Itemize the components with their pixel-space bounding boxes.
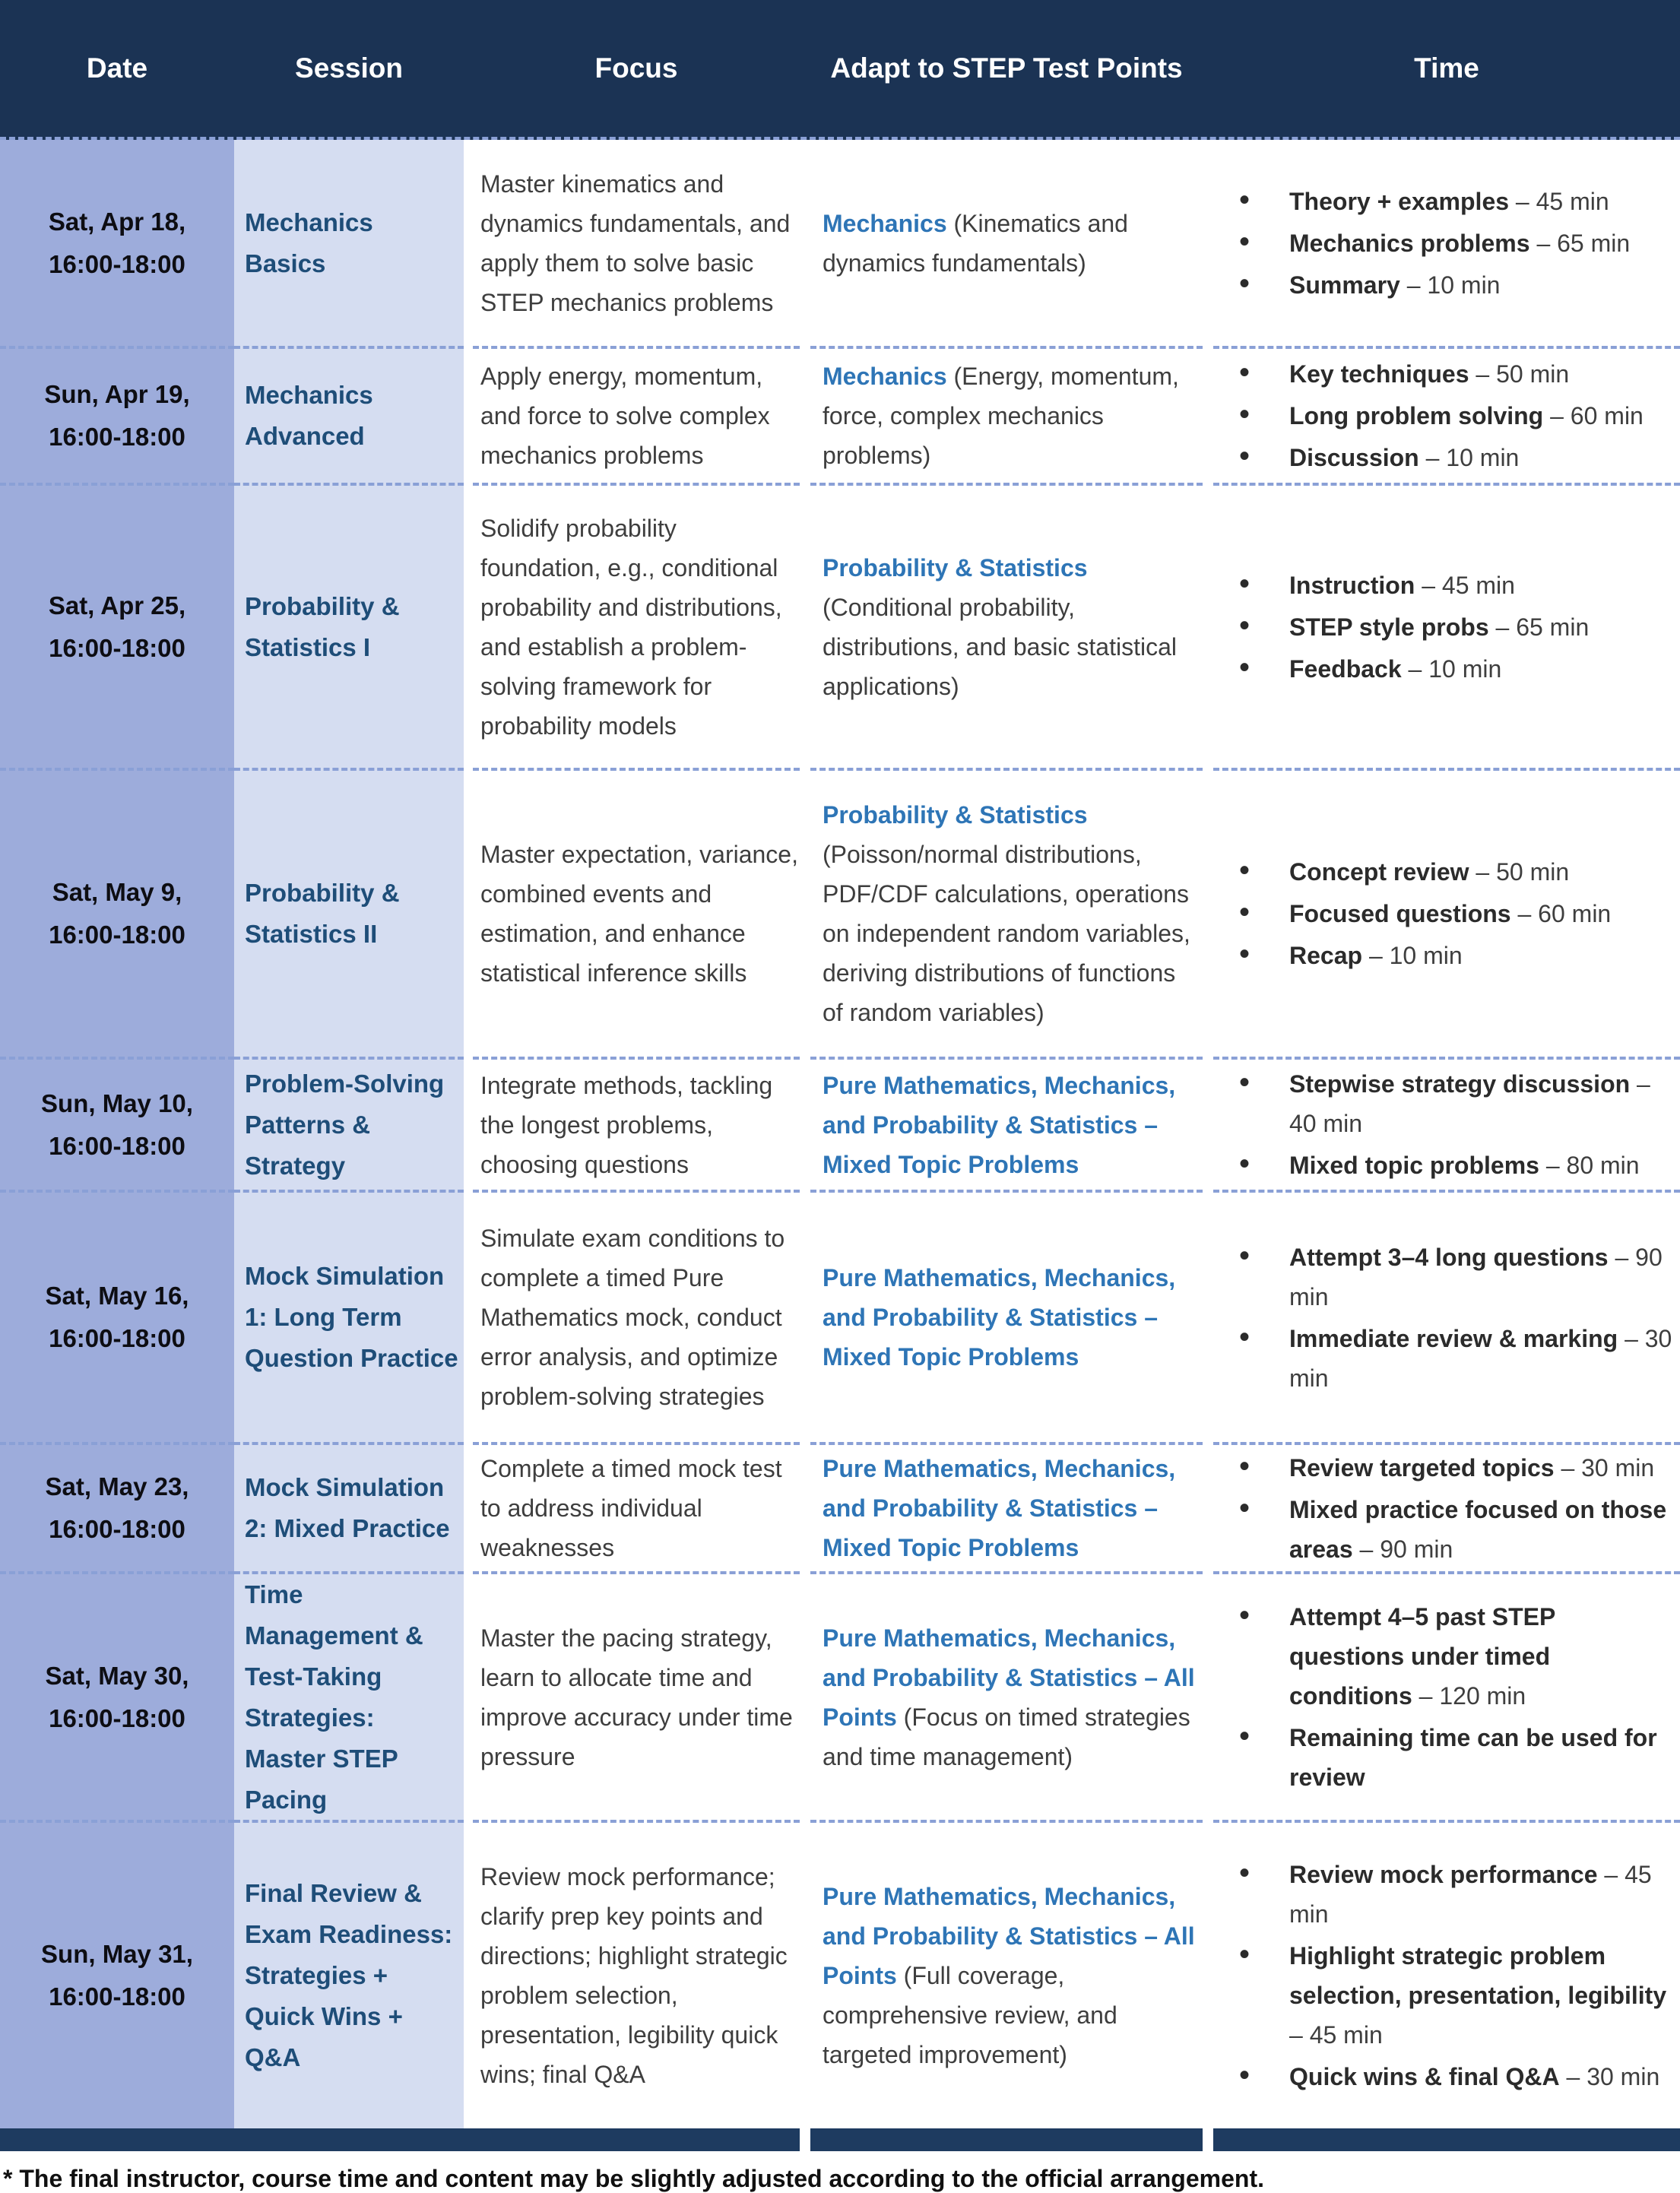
focus-text: Apply energy, momentum, and force to solve complex mechanics problems [480, 363, 770, 469]
step-topic-accent: Pure Mathematics, Mechanics, and Probability & Statistics – All Points [823, 1883, 1195, 1989]
time-activity-label: Mechanics problems [1289, 229, 1530, 257]
step-points-cell [810, 1445, 1203, 1574]
focus-text: Master kinematics and dynamics fundamentals, and apply them to solve basic STEP mechanics problems [480, 170, 791, 316]
time-list [1213, 1062, 1674, 1187]
column-gutter [1203, 486, 1213, 771]
time-activity-label: Summary [1289, 271, 1400, 299]
focus-text: Master the pacing strategy, learn to allocate time and improve accuracy under time pressure [480, 1624, 793, 1770]
session-cell [234, 1574, 464, 1823]
date-text: 16:00-18:00 [49, 1982, 185, 2011]
time-activity-label: Immediate review & marking [1289, 1324, 1618, 1352]
table-row [0, 140, 1680, 349]
focus-cell [473, 1060, 800, 1193]
column-gutter [464, 486, 473, 771]
time-cell [1213, 1060, 1680, 1193]
time-bullet-item [1213, 2057, 1674, 2096]
column-gutter [464, 1445, 473, 1574]
table-header-row [0, 0, 1680, 140]
bottom-bar-segment [1213, 2128, 1680, 2151]
time-cell [1213, 1445, 1680, 1574]
date-text: 16:00-18:00 [49, 423, 185, 451]
time-list [1213, 1852, 1674, 2099]
date-text: 16:00-18:00 [49, 1703, 185, 1732]
time-duration: – 65 min [1488, 613, 1590, 641]
table-row [0, 1445, 1680, 1574]
time-duration: – 90 min [1352, 1535, 1453, 1563]
focus-text: Integrate methods, tackling the longest problems, choosing questions [480, 1071, 773, 1178]
time-cell [1213, 1574, 1680, 1823]
column-gutter [1203, 0, 1213, 137]
time-bullet-item [1213, 1448, 1674, 1488]
date-cell [0, 140, 234, 349]
time-activity-label: Attempt 4–5 past STEP questions under timed conditions [1289, 1603, 1555, 1710]
footnote-area [0, 2151, 1680, 2193]
table-body [0, 140, 1680, 2128]
focus-cell [473, 486, 800, 771]
column-gutter [800, 349, 810, 486]
time-duration: – 10 min [1418, 444, 1520, 471]
focus-cell [473, 1193, 800, 1445]
header-cell-session: Session [295, 52, 403, 84]
time-bullet-item [1213, 936, 1674, 975]
step-topic-accent: Mechanics [823, 363, 947, 390]
focus-text: Review mock performance; clarify prep key points and directions; highlight strategic problem selection, presentation, legibility quick wins; final Q&A [480, 1863, 788, 2088]
column-gutter [1203, 771, 1213, 1060]
time-duration: – 40 min [1289, 1070, 1650, 1137]
step-topic-accent: Pure Mathematics, Mechanics, and Probability & Statistics – Mixed Topic Problems [823, 1264, 1176, 1371]
time-duration: – 80 min [1539, 1152, 1640, 1179]
time-bullet-item [1213, 1319, 1674, 1398]
column-gutter [800, 0, 810, 137]
header-cell-focus: Focus [594, 52, 678, 84]
time-activity-label: Review mock performance [1289, 1861, 1598, 1888]
step-topic-accent: Pure Mathematics, Mechanics, and Probability & Statistics – All Points [823, 1624, 1195, 1731]
column-gutter [800, 1823, 810, 2128]
time-list [1213, 850, 1674, 978]
time-activity-label: Theory + examples [1289, 187, 1510, 215]
date-text: Sat, May 30, [45, 1661, 189, 1690]
time-bullet-item [1213, 566, 1674, 605]
time-activity-label: Remaining time can be used for review [1289, 1724, 1657, 1791]
time-duration: – 60 min [1543, 402, 1644, 429]
header-cell-step-points: Adapt to STEP Test Points [830, 52, 1183, 84]
step-topic-detail: (Full coverage, comprehensive review, and targeted improvement) [823, 1962, 1117, 2068]
time-duration: – 50 min [1469, 858, 1570, 886]
column-gutter [1203, 140, 1213, 349]
step-points-cell [810, 140, 1203, 349]
date-text: Sat, May 23, [45, 1472, 189, 1501]
time-list [1213, 179, 1674, 307]
step-points-cell [810, 771, 1203, 1060]
time-cell [1213, 1823, 1680, 2128]
session-title: Problem-Solving Patterns & Strategy [245, 1069, 445, 1180]
table-row [0, 349, 1680, 486]
date-cell [0, 771, 234, 1060]
time-duration: – 10 min [1362, 942, 1463, 969]
step-points-cell [810, 1193, 1203, 1445]
step-topic-accent: Mechanics [823, 209, 947, 237]
time-bullet-item [1213, 894, 1674, 933]
step-points-cell [810, 1060, 1203, 1193]
table-row [0, 1574, 1680, 1823]
column-gutter [1203, 1060, 1213, 1193]
focus-text: Master expectation, variance, combined events and estimation, and enhance statistical inference skills [480, 841, 798, 987]
time-cell [1213, 486, 1680, 771]
column-gutter [800, 486, 810, 771]
step-topic-detail: (Focus on timed strategies and time management) [823, 1703, 1190, 1770]
date-cell [0, 1574, 234, 1823]
session-title: Final Review & Exam Readiness: Strategies + Quick Wins + Q&A [245, 1879, 453, 2071]
date-cell [0, 349, 234, 486]
date-text: 16:00-18:00 [49, 249, 185, 278]
date-text: Sat, Apr 18, [48, 207, 186, 236]
session-cell [234, 140, 464, 349]
time-duration: – 45 min [1289, 1861, 1652, 1928]
column-gutter [464, 1060, 473, 1193]
column-gutter [800, 1445, 810, 1574]
column-gutter [464, 140, 473, 349]
step-points-cell [810, 349, 1203, 486]
step-topic-accent: Probability & Statistics [823, 801, 1088, 829]
time-activity-label: Recap [1289, 942, 1363, 969]
column-gutter [800, 771, 810, 1060]
time-bullet-item [1213, 1597, 1674, 1716]
focus-cell [473, 1823, 800, 2128]
step-points-text [823, 795, 1197, 1032]
time-cell [1213, 771, 1680, 1060]
time-duration: – 45 min [1509, 187, 1609, 215]
focus-cell [473, 349, 800, 486]
step-points-cell [810, 486, 1203, 771]
time-duration: – 10 min [1401, 654, 1502, 683]
time-activity-label: Instruction [1289, 571, 1415, 599]
table-row [0, 486, 1680, 771]
date-text: Sun, May 10, [41, 1089, 193, 1117]
time-activity-label: Review targeted topics [1289, 1453, 1555, 1482]
focus-text: Solidify probability foundation, e.g., conditional probability and distributions, and establish a problem-solving framework for probability models [480, 514, 782, 740]
time-cell [1213, 349, 1680, 486]
session-cell [234, 1445, 464, 1574]
session-cell [234, 349, 464, 486]
time-list [1213, 1595, 1674, 1799]
session-title: Probability & Statistics II [245, 879, 400, 948]
step-points-text [823, 548, 1197, 706]
time-duration: – 60 min [1510, 900, 1612, 927]
column-gutter [800, 1193, 810, 1445]
date-text: Sun, May 31, [41, 1940, 193, 1968]
column-gutter [464, 1823, 473, 2128]
time-bullet-item [1213, 1490, 1674, 1569]
column-gutter [800, 2128, 810, 2151]
step-points-text [823, 1066, 1197, 1184]
step-points-cell [810, 1823, 1203, 2128]
date-text: Sat, May 16, [45, 1282, 189, 1310]
column-gutter [1203, 1193, 1213, 1445]
date-cell [0, 486, 234, 771]
step-topic-accent: Pure Mathematics, Mechanics, and Probability & Statistics – Mixed Topic Problems [823, 1071, 1176, 1178]
footnote: * The final instructor, course time and content may be slightly adjusted according to the official arrangement. [3, 2164, 1264, 2192]
step-points-text [823, 1258, 1197, 1377]
time-bullet-item [1213, 1064, 1674, 1143]
table-row [0, 1060, 1680, 1193]
time-duration: – 90 min [1289, 1243, 1663, 1310]
step-points-text [823, 357, 1197, 475]
date-text: 16:00-18:00 [49, 1324, 185, 1352]
time-activity-label: Concept review [1289, 858, 1469, 886]
table-row [0, 1193, 1680, 1445]
step-topic-accent: Pure Mathematics, Mechanics, and Probability & Statistics – Mixed Topic Problems [823, 1455, 1176, 1561]
step-topic-detail: (Kinematics and dynamics fundamentals) [823, 209, 1128, 277]
table-bottom-bar [0, 2128, 1680, 2151]
time-activity-label: Discussion [1289, 444, 1419, 471]
time-bullet-item [1213, 852, 1674, 892]
time-duration: – 30 min [1289, 1324, 1672, 1392]
table-row [0, 1823, 1680, 2128]
table-row [0, 771, 1680, 1060]
session-title: Mechanics Advanced [245, 381, 373, 450]
time-bullet-item [1213, 1855, 1674, 1934]
time-bullet-item [1213, 265, 1674, 305]
time-duration: – 10 min [1399, 271, 1501, 299]
time-cell [1213, 140, 1680, 349]
time-bullet-item [1213, 649, 1674, 689]
time-activity-label: Mixed topic problems [1289, 1152, 1539, 1179]
column-gutter [464, 349, 473, 486]
column-gutter [464, 0, 473, 137]
session-title: Probability & Statistics I [245, 591, 400, 661]
time-bullet-item [1213, 1146, 1674, 1185]
time-activity-label: Key techniques [1289, 360, 1469, 388]
time-duration: – 65 min [1529, 229, 1631, 257]
column-gutter [1203, 1574, 1213, 1823]
time-activity-label: Quick wins & final Q&A [1289, 2063, 1560, 2090]
session-cell [234, 1060, 464, 1193]
time-list [1213, 1446, 1674, 1571]
column-gutter [800, 1574, 810, 1823]
step-topic-accent: Probability & Statistics [823, 553, 1088, 582]
focus-cell [473, 140, 800, 349]
column-gutter [800, 1060, 810, 1193]
time-activity-label: Highlight strategic problem selection, presentation, legibility [1289, 1942, 1667, 2009]
session-cell [234, 1193, 464, 1445]
focus-text: Complete a timed mock test to address individual weaknesses [480, 1455, 782, 1561]
header-cell-date: Date [86, 52, 148, 84]
header-cell-time: Time [1414, 52, 1479, 84]
time-duration: – 45 min [1289, 2021, 1383, 2049]
time-bullet-item [1213, 1238, 1674, 1317]
time-activity-label: Long problem solving [1289, 402, 1544, 429]
time-bullet-item [1213, 223, 1674, 263]
time-bullet-item [1213, 1718, 1674, 1797]
bottom-bar-segment [810, 2128, 1203, 2151]
time-activity-label: Mixed practice focused on those areas [1289, 1495, 1667, 1563]
session-title: Mechanics Basics [245, 208, 373, 277]
session-title: Mock Simulation 2: Mixed Practice [245, 1473, 450, 1542]
date-text: 16:00-18:00 [49, 1131, 185, 1160]
time-bullet-item [1213, 354, 1674, 394]
date-text: Sat, May 9, [52, 878, 182, 906]
column-gutter [1203, 349, 1213, 486]
time-activity-label: Attempt 3–4 long questions [1289, 1243, 1609, 1271]
date-text: Sun, Apr 19, [44, 380, 190, 408]
focus-text: Simulate exam conditions to complete a timed Pure Mathematics mock, conduct error analysis, and optimize problem-solving strategies [480, 1225, 785, 1410]
time-list [1213, 563, 1674, 691]
time-duration: – 50 min [1469, 360, 1570, 388]
step-topic-detail: (Conditional probability, distributions, and basic statistical applications) [823, 593, 1177, 700]
step-points-text [823, 1618, 1197, 1776]
time-bullet-item [1213, 1936, 1674, 2055]
time-list [1213, 1235, 1674, 1400]
time-activity-label: Feedback [1289, 654, 1402, 683]
time-duration: – 45 min [1415, 571, 1515, 599]
step-topic-detail: (Energy, momentum, force, complex mechanics problems) [823, 363, 1179, 469]
date-cell [0, 1060, 234, 1193]
time-duration: – 30 min [1554, 1453, 1655, 1482]
time-cell [1213, 1193, 1680, 1445]
bottom-bar-segment [0, 2128, 800, 2151]
column-gutter [464, 1193, 473, 1445]
column-gutter [464, 771, 473, 1060]
step-points-text [823, 1449, 1197, 1567]
session-cell [234, 486, 464, 771]
step-points-text [823, 1877, 1197, 2074]
session-cell [234, 771, 464, 1060]
date-cell [0, 1193, 234, 1445]
step-points-cell [810, 1574, 1203, 1823]
time-list [1213, 352, 1674, 480]
date-text: Sat, Apr 25, [48, 591, 186, 620]
time-bullet-item [1213, 182, 1674, 221]
session-title: Time Management & Test-Taking Strategies: Master STEP Pacing [245, 1580, 423, 1814]
time-duration: – 120 min [1412, 1682, 1526, 1710]
date-text: 16:00-18:00 [49, 921, 185, 949]
time-activity-label: Focused questions [1289, 900, 1511, 927]
time-duration: – 30 min [1559, 2063, 1660, 2090]
time-bullet-item [1213, 607, 1674, 647]
date-text: 16:00-18:00 [49, 633, 185, 662]
column-gutter [1203, 2128, 1213, 2151]
column-gutter [464, 1574, 473, 1823]
date-cell [0, 1445, 234, 1574]
session-cell [234, 1823, 464, 2128]
step-points-text [823, 204, 1197, 283]
column-gutter [800, 140, 810, 349]
time-activity-label: STEP style probs [1289, 613, 1489, 641]
focus-cell [473, 1574, 800, 1823]
session-title: Mock Simulation 1: Long Term Question Practice [245, 1262, 458, 1372]
column-gutter [1203, 1823, 1213, 2128]
focus-cell [473, 1445, 800, 1574]
date-text: 16:00-18:00 [49, 1515, 185, 1543]
column-gutter [1203, 1445, 1213, 1574]
focus-cell [473, 771, 800, 1060]
date-cell [0, 1823, 234, 2128]
time-activity-label: Stepwise strategy discussion [1289, 1070, 1631, 1098]
time-bullet-item [1213, 438, 1674, 477]
time-bullet-item [1213, 396, 1674, 436]
step-topic-detail: (Poisson/normal distributions, PDF/CDF calculations, operations on independent random variables, deriving distributions of functions of random variables) [823, 841, 1190, 1026]
